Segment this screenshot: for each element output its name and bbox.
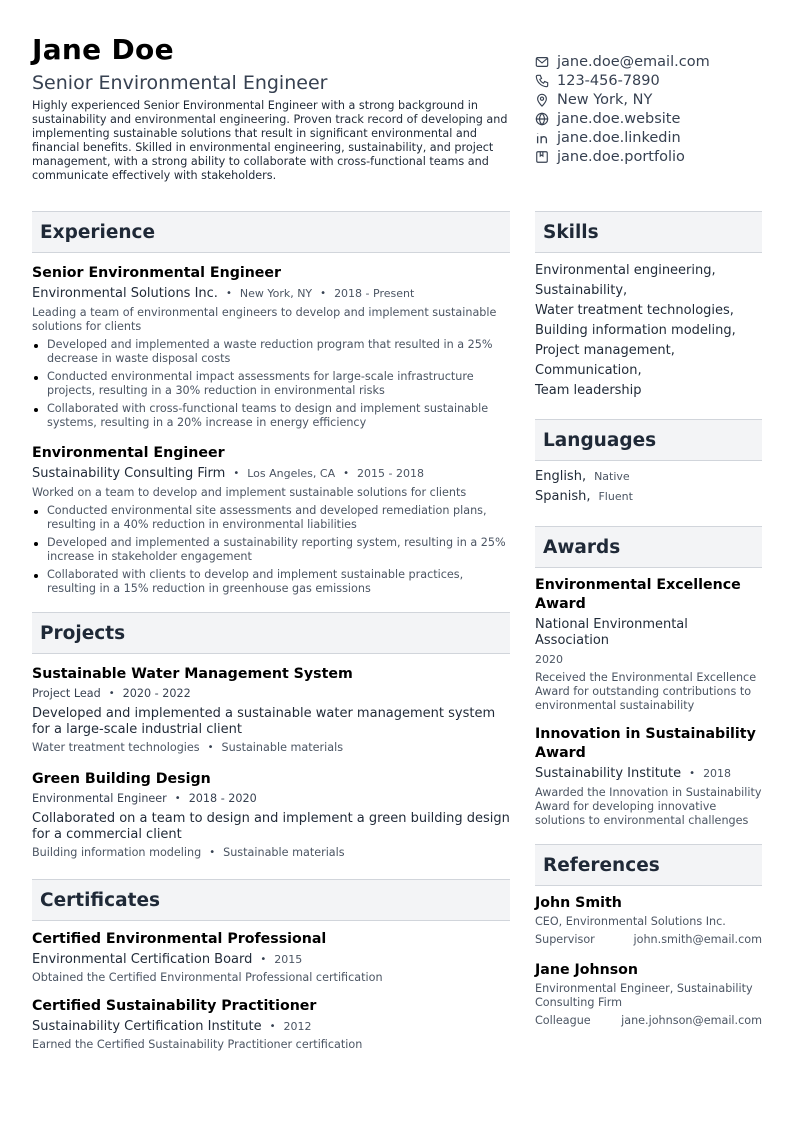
separator-dot: • — [320, 288, 327, 299]
separator-dot: • — [689, 768, 696, 779]
project-tag: Building information modeling — [32, 846, 202, 859]
project-description: Collaborated on a team to design and implement a green building design for a commercial client — [32, 811, 510, 842]
skills-list — [535, 261, 762, 401]
experience-meta — [32, 286, 510, 302]
reference-name: John Smith — [535, 895, 622, 911]
reference-email[interactable]: john.smith@email.com — [633, 933, 762, 946]
certificate-item — [32, 997, 510, 1052]
separator-dot: • — [207, 742, 214, 753]
separator-dot: • — [269, 1021, 276, 1032]
project-tag: Sustainable materials — [223, 846, 345, 859]
company-name: Sustainability Consulting Firm — [32, 466, 226, 481]
award-item — [535, 576, 762, 713]
reference-relation: Supervisor — [535, 933, 595, 946]
project-title: Sustainable Water Management System — [32, 666, 353, 682]
project-item — [32, 770, 510, 859]
experience-bullets — [32, 338, 510, 430]
skill-item: Water treatment technologies, — [535, 303, 734, 318]
certificate-meta — [32, 1019, 510, 1035]
experience-description: Leading a team of environmental engineers to develop and implement sustainable solutions for clients — [32, 306, 497, 333]
references-heading: References — [535, 844, 762, 886]
portfolio-text: jane.doe.portfolio — [557, 148, 685, 165]
skill-item: Project management, — [535, 343, 675, 358]
experience-location: New York, NY — [239, 287, 313, 300]
experience-bullet: Developed and implemented a sustainability reporting system, resulting in a 25% increase in stakeholder engagement — [32, 536, 510, 564]
certificates-heading: Certificates — [32, 879, 510, 921]
award-meta — [535, 766, 762, 782]
projects-heading: Projects — [32, 612, 510, 654]
language-name: Spanish, — [535, 489, 591, 504]
experience-bullets — [32, 504, 510, 596]
experience-description: Worked on a team to develop and implement sustainable solutions for clients — [32, 486, 467, 499]
envelope-icon — [535, 55, 549, 69]
skill-item: Building information modeling, — [535, 323, 736, 338]
skills-heading: Skills — [535, 211, 762, 253]
separator-dot: • — [343, 468, 350, 479]
certificate-year: 2012 — [283, 1020, 312, 1033]
certificate-description: Earned the Certified Sustainability Practitioner certification — [32, 1038, 363, 1051]
profile-summary: Highly experienced Senior Environmental Engineer with a strong background in sustainability and environmental engineering. Proven track record of developing and implementing sustainable solutions that result in significant environmental and financial benefits. Skilled in environmental engineering, sustainability, and project management, with a strong ability to collaborate with cross-functional teams and communicate effectively with stakeholders. — [32, 99, 508, 182]
languages-list — [535, 467, 762, 507]
award-organization: Sustainability Institute — [535, 766, 682, 781]
certificate-meta — [32, 952, 510, 968]
candidate-title: Senior Environmental Engineer — [32, 72, 328, 94]
experience-heading: Experience — [32, 211, 510, 253]
email-text: jane.doe@email.com — [557, 53, 710, 70]
separator-dot: • — [260, 954, 267, 965]
company-name: Environmental Solutions Inc. — [32, 286, 218, 301]
skill-item: Team leadership — [535, 383, 642, 398]
skill-item: Communication, — [535, 363, 642, 378]
project-item — [32, 665, 510, 754]
language-level: Fluent — [598, 490, 633, 503]
contact-list — [535, 52, 765, 166]
project-dates: 2018 - 2020 — [188, 792, 257, 805]
reference-contact-line — [535, 933, 762, 947]
location-text: New York, NY — [557, 91, 653, 108]
project-meta — [32, 687, 510, 701]
award-description: Awarded the Innovation in Sustainability Award for developing innovative solutions to environmental challenges — [535, 786, 762, 827]
separator-dot: • — [174, 793, 181, 804]
language-item — [535, 467, 762, 487]
candidate-name: Jane Doe — [32, 33, 174, 66]
certificate-issuer: Environmental Certification Board — [32, 952, 253, 967]
globe-icon — [535, 112, 549, 126]
contact-location — [535, 90, 765, 109]
reference-relation: Colleague — [535, 1014, 591, 1027]
project-tag: Water treatment technologies — [32, 741, 200, 754]
skill-item: Sustainability, — [535, 283, 628, 298]
contact-linkedin[interactable] — [535, 128, 765, 147]
award-year: 2018 — [703, 767, 732, 780]
experience-meta — [32, 466, 510, 482]
language-level: Native — [594, 470, 630, 483]
award-organization: National Environmental Association — [535, 617, 688, 648]
reference-item — [535, 894, 762, 947]
award-year: 2020 — [535, 653, 563, 666]
separator-dot: • — [209, 847, 216, 858]
experience-dates: 2018 - Present — [334, 287, 415, 300]
reference-item — [535, 961, 762, 1028]
experience-item — [32, 444, 510, 596]
award-title: Innovation in Sustainability Award — [535, 726, 756, 761]
award-item — [535, 725, 762, 828]
linkedin-icon — [535, 131, 549, 145]
experience-title: Environmental Engineer — [32, 445, 225, 461]
main-column — [32, 211, 510, 1052]
project-tag: Sustainable materials — [221, 741, 344, 754]
project-description: Developed and implemented a sustainable water management system for a large-scale industrial client — [32, 706, 496, 737]
certificate-description: Obtained the Certified Environmental Professional certification — [32, 971, 383, 984]
separator-dot: • — [225, 288, 232, 299]
reference-email[interactable]: jane.johnson@email.com — [621, 1014, 762, 1027]
experience-bullet: Collaborated with clients to develop and implement sustainable practices, resulting in a 15% reduction in greenhouse gas emissions — [32, 568, 510, 596]
certificate-issuer: Sustainability Certification Institute — [32, 1019, 262, 1034]
project-role: Project Lead — [32, 687, 101, 700]
experience-title: Senior Environmental Engineer — [32, 265, 282, 281]
phone-icon — [535, 74, 549, 88]
phone-text: 123-456-7890 — [557, 72, 660, 89]
project-meta — [32, 792, 510, 806]
reference-position: CEO, Environmental Solutions Inc. — [535, 915, 726, 928]
certificate-item — [32, 930, 510, 985]
languages-heading: Languages — [535, 419, 762, 461]
contact-email[interactable] — [535, 52, 765, 71]
experience-item — [32, 264, 510, 430]
award-title: Environmental Excellence Award — [535, 577, 741, 612]
project-role: Environmental Engineer — [32, 792, 167, 805]
project-dates: 2020 - 2022 — [122, 687, 191, 700]
project-tags — [32, 741, 510, 754]
experience-bullet: Conducted environmental site assessments and developed remediation plans, resulting in a 40% reduction in environmental liabilities — [32, 504, 510, 532]
reference-contact-line — [535, 1014, 762, 1028]
experience-dates: 2015 - 2018 — [357, 467, 424, 480]
certificate-title: Certified Environmental Professional — [32, 931, 327, 947]
reference-name: Jane Johnson — [535, 962, 639, 978]
certificate-year: 2015 — [274, 953, 303, 966]
contact-phone[interactable] — [535, 71, 765, 90]
project-tags — [32, 846, 510, 859]
contact-portfolio[interactable] — [535, 147, 765, 166]
award-description: Received the Environmental Excellence Award for outstanding contributions to environmental sustainability — [535, 671, 757, 712]
map-pin-icon — [535, 93, 549, 107]
website-text: jane.doe.website — [557, 110, 681, 127]
experience-bullet: Conducted environmental impact assessments for large-scale infrastructure projects, resulting in a 30% reduction in environmental risks — [32, 370, 510, 398]
language-item — [535, 487, 762, 507]
skill-item: Environmental engineering, — [535, 263, 716, 278]
language-name: English, — [535, 469, 587, 484]
linkedin-text: jane.doe.linkedin — [557, 129, 681, 146]
experience-bullet: Collaborated with cross-functional teams to design and implement sustainable systems, resulting in a 20% increase in energy efficiency — [32, 402, 510, 430]
contact-website[interactable] — [535, 109, 765, 128]
separator-dot: • — [108, 688, 115, 699]
experience-location: Los Angeles, CA — [247, 467, 336, 480]
side-column — [535, 211, 762, 1028]
bookmark-icon — [535, 150, 549, 164]
reference-position: Environmental Engineer, Sustainability Consulting Firm — [535, 982, 753, 1009]
project-title: Green Building Design — [32, 771, 211, 787]
certificate-title: Certified Sustainability Practitioner — [32, 998, 317, 1014]
separator-dot: • — [233, 468, 240, 479]
experience-bullet: Developed and implemented a waste reduction program that resulted in a 25% decrease in waste disposal costs — [32, 338, 510, 366]
awards-heading: Awards — [535, 526, 762, 568]
